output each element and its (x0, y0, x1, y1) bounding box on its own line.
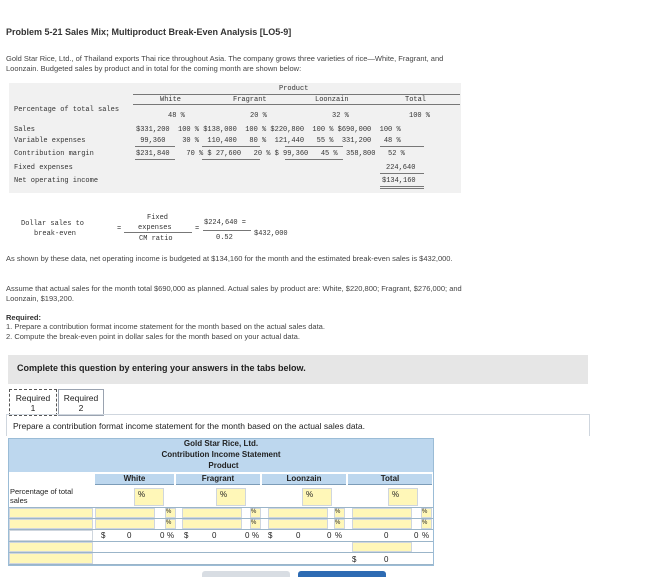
white-pct-1-sign: % (166, 509, 172, 515)
white-cm-pct: 0 (160, 531, 165, 540)
budget-col-total: Total (405, 96, 427, 104)
white-cm-value: 0 (127, 531, 132, 540)
fragrant-dollar-sign: $ (184, 531, 189, 540)
budget-sales-row: $331,200 100 % $138,000 100 % $220,800 100 % $690,000 100 % (136, 126, 401, 134)
para-budget-summary: As shown by these data, net operating income is budgeted at $134,160 for the month and the estimated break-even sales is $432,000. (6, 254, 453, 263)
fragrant-amount-input-2[interactable] (182, 519, 242, 529)
breakeven-num-bottom: 0.52 (216, 234, 233, 242)
white-dollar-sign: $ (101, 531, 106, 540)
breakeven-label-2: break-even (34, 230, 77, 238)
fragrant-cm-pct: 0 (245, 531, 250, 540)
budget-pct-loonzain: 32 % (332, 112, 349, 120)
tab-required-1-line2: 1 (30, 403, 36, 413)
loonzain-cm-pct: 0 (327, 531, 332, 540)
loonzain-pct-input-1[interactable] (334, 508, 345, 518)
prev-button[interactable] (202, 571, 290, 577)
budget-cm-row: $231,840 70 % $ 27,600 20 % $ 99,360 45 % 358,800 52 % (136, 150, 405, 158)
problem-title: Problem 5-21 Sales Mix; Multiproduct Break-Even Analysis [LO5-9] (6, 27, 292, 37)
budget-variable-row: 99,360 30 % 110,400 80 % 121,440 55 % 331,200 48 % (136, 137, 401, 145)
required-item-2: 2. Compute the break-even point in dollar sales for the month based on your actual data. (6, 332, 300, 341)
fragrant-pct-2-sign: % (251, 520, 257, 526)
white-pct-input-2[interactable] (165, 519, 176, 529)
loonzain-pct-2-sign: % (335, 520, 341, 526)
fragrant-amount-input-1[interactable] (182, 508, 242, 518)
loonzain-pct-input-2[interactable] (334, 519, 345, 529)
tab-required-2[interactable] (58, 389, 104, 416)
breakeven-label-1: Dollar sales to (21, 220, 85, 228)
budget-fixed-value: 224,640 (386, 164, 416, 172)
budget-noi-label: Net operating income (14, 177, 99, 185)
row-label-input-1[interactable] (9, 508, 93, 518)
loonzain-dollar-sign: $ (268, 531, 273, 540)
budget-cm-label: Contribution margin (14, 150, 94, 158)
budget-variable-label: Variable expenses (14, 137, 86, 145)
budget-col-fragrant: Fragrant (233, 96, 267, 104)
total-cm-pct-sign: % (422, 531, 430, 540)
white-pct-input-1[interactable] (165, 508, 176, 518)
breakeven-result: $432,000 (254, 230, 288, 238)
instruction-text: Complete this question by entering your answers in the tabs below. (17, 363, 306, 373)
white-pct-2-sign: % (166, 520, 172, 526)
pct-sign-loonzain: % (306, 490, 314, 499)
loonzain-amount-input-2[interactable] (268, 519, 328, 529)
tab-required-1-line1: Required (15, 393, 51, 403)
budget-pct-label: Percentage of total sales (14, 106, 120, 114)
required-heading: Required: (6, 313, 42, 322)
tab-required-1[interactable] (9, 389, 57, 416)
fragrant-pct-input-1[interactable] (250, 508, 261, 518)
total-pct-1-sign: % (422, 509, 428, 515)
budget-fixed-label: Fixed expenses (14, 164, 73, 172)
total-pct-input-1[interactable] (421, 508, 432, 518)
total-amount-input-1[interactable] (352, 508, 412, 518)
fragrant-pct-1-sign: % (251, 509, 257, 515)
loonzain-pct-1-sign: % (335, 509, 341, 515)
budget-pct-total: 100 % (409, 112, 431, 120)
breakeven-eq-1: = (117, 225, 122, 233)
total-noi-dollar: $ (352, 555, 357, 564)
pct-sign-white: % (138, 490, 146, 499)
fragrant-cm-value: 0 (212, 531, 217, 540)
tab-required-2-line2: 2 (78, 403, 84, 413)
loonzain-cm-pct-sign: % (335, 531, 343, 540)
tab-prompt: Prepare a contribution format income statement for the month based on the actual sales data. (6, 414, 590, 436)
statement-col-total: Total (348, 474, 432, 485)
row-label-input-5[interactable] (9, 553, 93, 564)
breakeven-frac-top-2: expenses (138, 224, 172, 232)
breakeven-eq-2: = (195, 225, 200, 233)
statement-pct-label: Percentage of total sales (10, 487, 73, 505)
pct-sign-total: % (392, 490, 400, 499)
white-cm-pct-sign: % (167, 531, 175, 540)
budget-product-header: Product (279, 85, 309, 93)
total-noi-value: 0 (384, 555, 389, 564)
total-cm-value: 0 (384, 531, 389, 540)
loonzain-amount-input-1[interactable] (268, 508, 328, 518)
row-label-input-4[interactable] (9, 542, 93, 552)
breakeven-num-top: $224,640 = (204, 219, 247, 227)
total-pct-2-sign: % (422, 520, 428, 526)
row-label-input-2[interactable] (9, 519, 93, 529)
statement-col-fragrant: Fragrant (176, 474, 260, 485)
total-amount-input-2[interactable] (352, 519, 412, 529)
intro-paragraph: Gold Star Rice, Ltd., of Thailand exports Thai rice throughout Asia. The company grows three varieties of rice—White, Fragrant, and Loonzain. Budgeted sales by product and in total for the coming month are shown below: (6, 54, 444, 73)
row-label-input-3[interactable] (9, 530, 93, 541)
budget-noi-value: $134,160 (382, 177, 416, 185)
next-button[interactable] (298, 571, 386, 577)
pct-sign-fragrant: % (220, 490, 228, 499)
statement-company: Gold Star Rice, Ltd. (9, 439, 433, 450)
budget-col-loonzain: Loonzain (315, 96, 349, 104)
total-pct-input-2[interactable] (421, 519, 432, 529)
tab-required-2-line1: Required (63, 393, 99, 403)
total-cm-pct: 0 (414, 531, 419, 540)
budget-pct-white: 48 % (168, 112, 185, 120)
white-amount-input-1[interactable] (95, 508, 155, 518)
para-actual-sales: Assume that actual sales for the month total $690,000 as planned. Actual sales by product are: White, $220,800; Fragrant, $276,000; and Loonzain, $193,200. (6, 284, 462, 303)
breakeven-frac-top-1: Fixed (147, 214, 169, 222)
budget-pct-fragrant: 20 % (250, 112, 267, 120)
fragrant-pct-input-2[interactable] (250, 519, 261, 529)
statement-name: Contribution Income Statement (9, 450, 433, 461)
budget-sales-label: Sales (14, 126, 36, 134)
breakeven-frac-bottom: CM ratio (139, 235, 173, 243)
white-amount-input-2[interactable] (95, 519, 155, 529)
total-fixed-input[interactable] (352, 542, 412, 552)
loonzain-cm-value: 0 (296, 531, 301, 540)
budget-col-white: White (160, 96, 182, 104)
required-item-1: 1. Prepare a contribution format income statement for the month based on the actual sales data. (6, 322, 325, 331)
statement-product: Product (95, 461, 352, 472)
statement-col-white: White (95, 474, 174, 485)
fragrant-cm-pct-sign: % (252, 531, 260, 540)
statement-col-loonzain: Loonzain (262, 474, 346, 485)
